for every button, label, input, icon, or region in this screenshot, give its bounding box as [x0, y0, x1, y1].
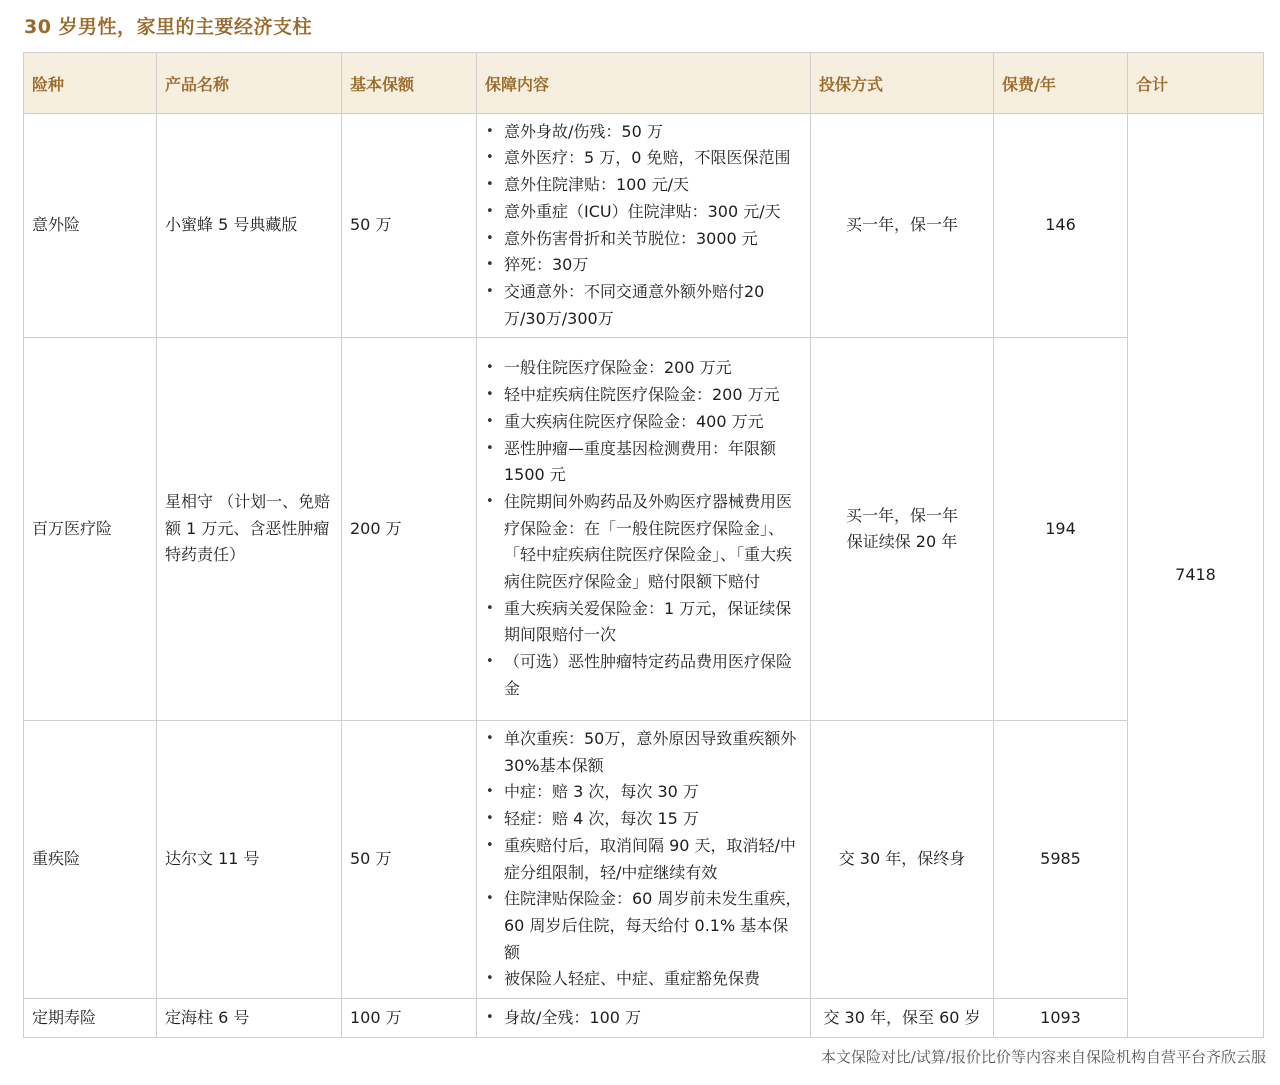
source-note: 本文保险对比/试算/报价比价等内容来自保险机构自营平台齐欣云服 [820, 1048, 1266, 1066]
header-product: 产品名称 [157, 53, 342, 114]
cell-method: 交 30 年，保终身 [811, 721, 994, 999]
header-premium: 保费/年 [994, 53, 1128, 114]
coverage-list [485, 355, 802, 702]
coverage-item: • 住院津贴保险金：60 周岁前未发生重疾，60 周岁后住院，每天给付 0.1% 基本保额 [485, 886, 802, 966]
coverage-item: • （可选）恶性肿瘤特定药品费用医疗保险金 [485, 649, 802, 702]
coverage-item: • 猝死：30万 [485, 252, 802, 279]
cell-product: 定海柱 6 号 [157, 999, 342, 1038]
coverage-item: • 重大疾病关爱保险金：1 万元，保证续保期间限赔付一次 [485, 596, 802, 649]
cell-premium: 5985 [994, 721, 1128, 999]
coverage-item: • 意外医疗：5 万，0 免赔，不限医保范围 [485, 145, 802, 172]
header-type: 险种 [24, 53, 157, 114]
cell-amount: 200 万 [342, 338, 477, 721]
cell-type: 定期寿险 [24, 999, 157, 1038]
coverage-item: • 轻中症疾病住院医疗保险金：200 万元 [485, 382, 802, 409]
page-title: 30 岁男性，家里的主要经济支柱 [24, 16, 313, 38]
cell-total: 7418 [1128, 114, 1264, 1038]
cell-coverage [477, 338, 811, 721]
cell-product: 达尔文 11 号 [157, 721, 342, 999]
header-total: 合计 [1128, 53, 1264, 114]
coverage-list [485, 119, 802, 333]
cell-coverage [477, 721, 811, 999]
coverage-item: • 轻症：赔 4 次，每次 15 万 [485, 806, 802, 833]
table-row [24, 999, 1264, 1038]
coverage-item: • 交通意外：不同交通意外额外赔付20万/30万/300万 [485, 279, 802, 332]
cell-premium: 194 [994, 338, 1128, 721]
cell-premium: 146 [994, 114, 1128, 338]
coverage-item: • 意外住院津贴：100 元/天 [485, 172, 802, 199]
coverage-item: • 被保险人轻症、中症、重症豁免保费 [485, 966, 802, 993]
coverage-item: • 意外伤害骨折和关节脱位：3000 元 [485, 226, 802, 253]
coverage-item: • 重大疾病住院医疗保险金：400 万元 [485, 409, 802, 436]
cell-premium: 1093 [994, 999, 1128, 1038]
table-row [24, 721, 1264, 999]
cell-type: 意外险 [24, 114, 157, 338]
coverage-item: • 重疾赔付后，取消间隔 90 天，取消轻/中症分组限制，轻/中症继续有效 [485, 833, 802, 886]
header-amount: 基本保额 [342, 53, 477, 114]
coverage-item: • 意外重症（ICU）住院津贴：300 元/天 [485, 199, 802, 226]
coverage-item: • 身故/全残：100 万 [485, 1005, 802, 1032]
coverage-item: • 意外身故/伤残：50 万 [485, 119, 802, 146]
insurance-plan-table [23, 52, 1264, 1038]
cell-coverage [477, 999, 811, 1038]
coverage-item: • 恶性肿瘤—重度基因检测费用：年限额 1500 元 [485, 436, 802, 489]
cell-type: 百万医疗险 [24, 338, 157, 721]
coverage-list [485, 1005, 802, 1032]
table-row [24, 338, 1264, 721]
cell-type: 重疾险 [24, 721, 157, 999]
header-method: 投保方式 [811, 53, 994, 114]
coverage-item: • 住院期间外购药品及外购医疗器械费用医疗保险金：在「一般住院医疗保险金」、「轻中症疾病住院医疗保险金」、「重大疾病住院医疗保险金」赔付限额下赔付 [485, 489, 802, 596]
coverage-item: • 中症：赔 3 次，每次 30 万 [485, 779, 802, 806]
header-coverage: 保障内容 [477, 53, 811, 114]
cell-method: 交 30 年，保至 60 岁 [811, 999, 994, 1038]
coverage-item: • 一般住院医疗保险金：200 万元 [485, 355, 802, 382]
table-header-row [24, 53, 1264, 114]
cell-product: 星相守 （计划一、免赔额 1 万元、含恶性肿瘤特药责任） [157, 338, 342, 721]
table-row [24, 114, 1264, 338]
cell-amount: 50 万 [342, 721, 477, 999]
cell-product: 小蜜蜂 5 号典藏版 [157, 114, 342, 338]
cell-amount: 100 万 [342, 999, 477, 1038]
coverage-item: • 单次重疾：50万，意外原因导致重疾额外 30%基本保额 [485, 726, 802, 779]
cell-coverage [477, 114, 811, 338]
cell-amount: 50 万 [342, 114, 477, 338]
cell-method: 买一年，保一年 [811, 114, 994, 338]
coverage-list [485, 726, 802, 993]
cell-method: 买一年，保一年 保证续保 20 年 [811, 338, 994, 721]
